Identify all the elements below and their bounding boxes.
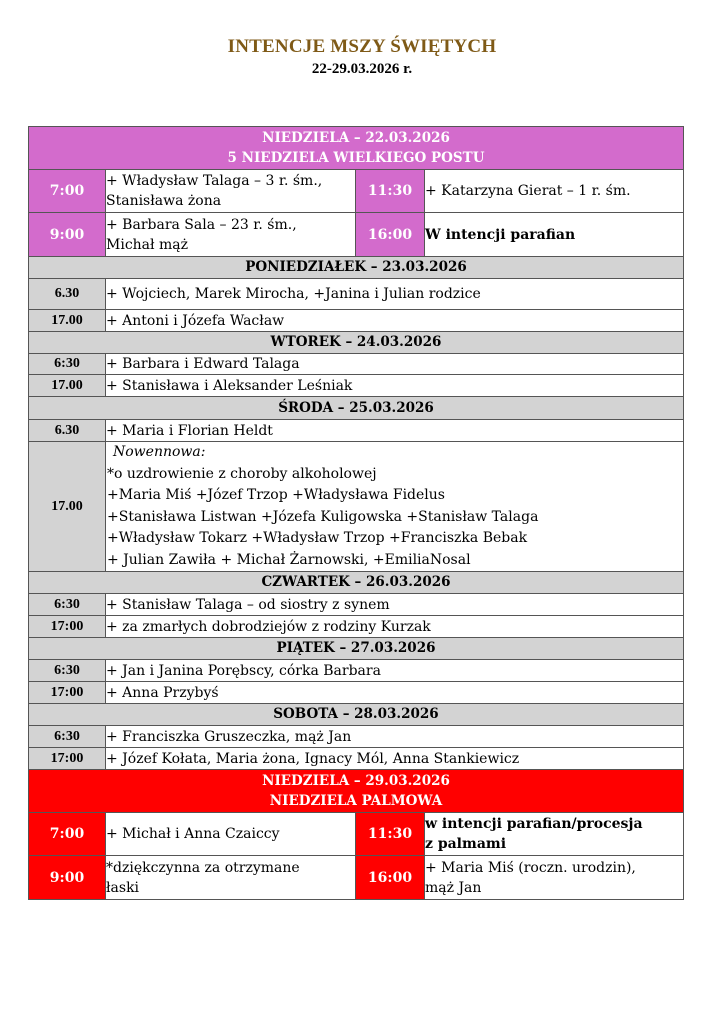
mass-row bbox=[29, 616, 684, 638]
mass-row bbox=[29, 726, 684, 748]
day-header-line1: NIEDZIELA – 29.03.2026 bbox=[262, 773, 450, 789]
mass-time: 17:00 bbox=[29, 748, 106, 770]
mass-row bbox=[29, 213, 684, 257]
mass-row bbox=[29, 442, 684, 572]
intention-line: + Julian Zawiła + Michał Żarnowski, +EmiliaNosal bbox=[107, 551, 471, 568]
day-header-friday bbox=[29, 638, 684, 660]
mass-time: 6:30 bbox=[29, 660, 106, 682]
intention-line: z palmami bbox=[425, 836, 507, 852]
day-header-tuesday bbox=[29, 332, 684, 354]
mass-intention bbox=[106, 170, 356, 213]
mass-row bbox=[29, 310, 684, 332]
novena-label: Nowennowa: bbox=[113, 444, 206, 460]
mass-intention bbox=[106, 442, 684, 572]
intention-line: + Katarzyna Gierat – 1 r. śm. bbox=[425, 183, 631, 199]
intention-line: *dziękczynna za otrzymane bbox=[106, 859, 300, 876]
intention-line: mąż Jan bbox=[425, 879, 482, 896]
mass-time: 6:30 bbox=[29, 354, 106, 375]
mass-time: 16:00 bbox=[356, 213, 425, 257]
mass-row bbox=[29, 813, 684, 856]
mass-time: 6:30 bbox=[29, 726, 106, 748]
mass-time: 16:00 bbox=[356, 856, 425, 900]
intention-line: +Maria Miś +Józef Trzop +Władysława Fidelus bbox=[107, 487, 445, 503]
mass-time: 9:00 bbox=[29, 213, 106, 257]
mass-time: 6:30 bbox=[29, 594, 106, 616]
intention-line: + Władysław Talaga – 3 r. śm., bbox=[106, 173, 323, 189]
mass-row bbox=[29, 660, 684, 682]
mass-time: 11:30 bbox=[356, 813, 425, 856]
intention-line: W intencji parafian bbox=[425, 226, 576, 243]
intention-line: + Barbara Sala – 23 r. śm., bbox=[106, 216, 297, 233]
mass-row bbox=[29, 279, 684, 310]
mass-intention bbox=[106, 856, 356, 900]
mass-intention: + Franciszka Gruszeczka, mąż Jan bbox=[106, 726, 684, 748]
mass-time: 11:30 bbox=[356, 170, 425, 213]
intention-line: łaski bbox=[106, 879, 140, 896]
intention-line: Stanisława żona bbox=[106, 193, 222, 209]
mass-intention: + Stanisław Talaga – od siostry z synem bbox=[106, 594, 684, 616]
mass-time: 17.00 bbox=[29, 442, 106, 572]
mass-row bbox=[29, 170, 684, 213]
mass-intention bbox=[425, 213, 684, 257]
mass-intention bbox=[106, 213, 356, 257]
mass-row bbox=[29, 354, 684, 375]
mass-time: 9:00 bbox=[29, 856, 106, 900]
date-range: 22-29.03.2026 r. bbox=[311, 61, 413, 77]
day-header-text: ŚRODA – 25.03.2026 bbox=[29, 397, 684, 420]
mass-time: 6.30 bbox=[29, 420, 106, 442]
mass-row bbox=[29, 856, 684, 900]
mass-intention: + Anna Przybyś bbox=[106, 682, 684, 704]
mass-intention bbox=[425, 813, 684, 856]
mass-row bbox=[29, 375, 684, 397]
day-header-text: SOBOTA – 28.03.2026 bbox=[29, 704, 684, 726]
day-header-sunday-22 bbox=[29, 127, 684, 170]
intention-line: *o uzdrowienie z choroby alkoholowej bbox=[107, 465, 377, 482]
day-header-line2: NIEDZIELA PALMOWA bbox=[269, 793, 443, 809]
day-header-saturday bbox=[29, 704, 684, 726]
day-header-text: PONIEDZIAŁEK – 23.03.2026 bbox=[29, 257, 684, 279]
mass-intention: + Maria i Florian Heldt bbox=[106, 420, 684, 442]
mass-row bbox=[29, 748, 684, 770]
intention-line: + Michał i Anna Czaiccy bbox=[106, 826, 280, 842]
day-header-text: CZWARTEK – 26.03.2026 bbox=[29, 572, 684, 594]
day-header-palm-sunday bbox=[29, 770, 684, 813]
mass-time: 17.00 bbox=[29, 310, 106, 332]
mass-row bbox=[29, 682, 684, 704]
intention-line: +Władysław Tokarz +Władysław Trzop +Franciszka Bebak bbox=[107, 530, 528, 546]
day-header-monday bbox=[29, 257, 684, 279]
mass-intention: + Barbara i Edward Talaga bbox=[106, 354, 684, 375]
mass-intention: + Jan i Janina Porębscy, córka Barbara bbox=[106, 660, 684, 682]
intention-line: Michał mąż bbox=[106, 236, 189, 253]
day-header-wednesday bbox=[29, 397, 684, 420]
mass-intention: + Antoni i Józefa Wacław bbox=[106, 310, 684, 332]
document-title: INTENCJE MSZY ŚWIĘTYCH bbox=[227, 36, 497, 57]
mass-row bbox=[29, 594, 684, 616]
intention-line: +Stanisława Listwan +Józefa Kuligowska +Stanisław Talaga bbox=[107, 508, 539, 525]
mass-intention: + za zmarłych dobrodziejów z rodziny Kurzak bbox=[106, 616, 684, 638]
day-header-text: WTOREK – 24.03.2026 bbox=[29, 332, 684, 354]
intention-line: w intencji parafian/procesja bbox=[425, 816, 643, 832]
mass-time: 17:00 bbox=[29, 616, 106, 638]
mass-time: 7:00 bbox=[29, 813, 106, 856]
mass-intention bbox=[425, 856, 684, 900]
day-header-line1: NIEDZIELA – 22.03.2026 bbox=[262, 130, 450, 146]
mass-row bbox=[29, 420, 684, 442]
mass-time: 6.30 bbox=[29, 279, 106, 310]
mass-intention bbox=[106, 813, 356, 856]
mass-intention: + Stanisława i Aleksander Leśniak bbox=[106, 375, 684, 397]
mass-intention bbox=[425, 170, 684, 213]
day-header-line2: 5 NIEDZIELA WIELKIEGO POSTU bbox=[227, 150, 485, 166]
mass-intentions-table bbox=[28, 126, 684, 900]
day-header-thursday bbox=[29, 572, 684, 594]
mass-time: 7:00 bbox=[29, 170, 106, 213]
mass-time: 17.00 bbox=[29, 375, 106, 397]
mass-intention: + Wojciech, Marek Mirocha, +Janina i Julian rodzice bbox=[106, 279, 684, 310]
mass-time: 17:00 bbox=[29, 682, 106, 704]
mass-intention: + Józef Kołata, Maria żona, Ignacy Mól, Anna Stankiewicz bbox=[106, 748, 684, 770]
day-header-text: PIĄTEK – 27.03.2026 bbox=[29, 638, 684, 660]
intention-line: + Maria Miś (roczn. urodzin), bbox=[425, 859, 636, 876]
